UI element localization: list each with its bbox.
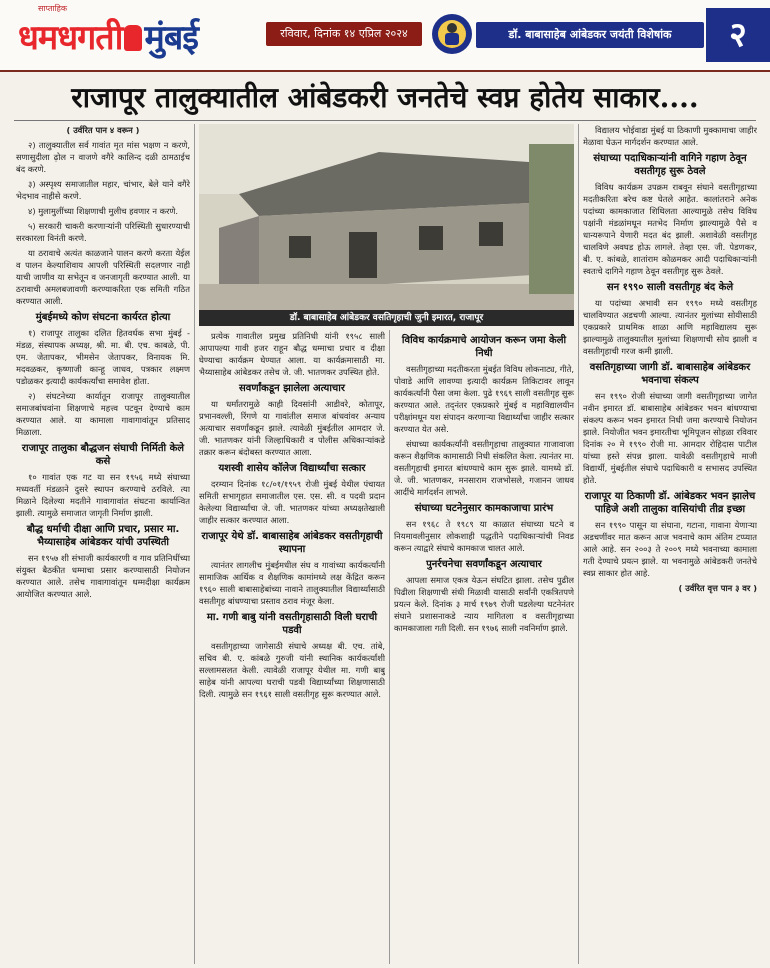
paragraph: ४) मुलामुलींच्या शिक्षणाची मुलीच हवणार न करणे.: [28, 206, 178, 216]
logo-text-red: धमधगती: [18, 18, 123, 58]
subheading: सवर्णांकडून झालेला अत्याचार: [239, 383, 345, 394]
paragraph: आपला समाज एकत्र येऊन संघटित झाला. तसेच पुढील पिढीला शिक्षणाची संधी मिळावी यासाठी सर्वांनी एकत्रितपणे प्रयत्न केले. दिनांक ३ मार्च १९७९ रोजी घडलेल्या घटनेनंतर संघाने प्रशासनाकडे न्याय मागितला व वसतीगृहाच्या कामकाजाला गती दिली. सन १९७६ साली नवनिर्माण झाले.: [394, 575, 574, 633]
subheading: विविध कार्यक्रमाचे आयोजन करून जमा केली निधी: [401, 335, 567, 359]
headline-rule: [14, 120, 756, 121]
paragraph: ३) अस्पृश्य समाजातील महार, चांभार, बेले याने वगैरे भेदभाव नाहीसे करणे.: [16, 179, 190, 201]
old-building-image: [199, 124, 574, 310]
paragraph: विद्यालय भोईवाडा मुंबई या ठिकाणी मुक्कामाचा जाहीर मेळावा घेऊन मार्गदर्शन करण्यात आले.: [583, 125, 757, 147]
paragraph: २) संघटनेच्या कार्यातून राजापूर तालुक्यातील समाजबांधवांना शिक्षणाचे महत्त्व पटवून देण्याचे काम करण्यात आले. या कामाला गावागावांतून प्रतिसाद मिळाला.: [16, 391, 190, 437]
paragraph: ५) सरकारी चाकरी करणाऱ्यांनी परिस्थिती सुधारण्याची सरकारला विनंती करणे.: [16, 221, 190, 243]
paragraph: दरम्यान दिनांक १८/०१/१९५९ रोजी मुंबई येथील पंचायत समिती सभागृहात समाजातील एस. एस. सी. व पदवी प्रदान केलेल्या विद्यार्थ्यांचा जे. जी. भातणकर यांच्या अध्यक्षतेखाली जाहीर सत्कार करण्यात आला.: [199, 479, 385, 525]
subheading: वसतिगृहाच्या जागी डॉ. बाबासाहेब आंबेडकर भवनाचा संकल्प: [589, 362, 751, 386]
subheading: मुंबईमध्ये कोण संघटना कार्यरत होत्या: [35, 312, 171, 323]
article-column-1: [16, 124, 190, 964]
masthead: [0, 0, 770, 72]
paragraph: संघाच्या कार्यकर्त्यांनी वसतीगृहाचा तालुक्यात गाजावाजा करून शैक्षणिक कामासाठी निधी संकलित केला. त्यानंतर मा. वसतीगृहाची इमारत बांधण्याचे काम सुरू झाले. यामध्ये डॉ. जे. जी. भातणकर, मनसाराम राजभोसले, गजानन जाधव आदींचे मार्गदर्शन लाभले.: [394, 439, 574, 497]
paragraph: विविध कार्यक्रम उपक्रम राबवून संघाने वसतीगृहाच्या मदतीकरिता बरेच कष्ट घेतले आहेत. कालांतराने अनेक पदांच्या कामकाजात शिथिलता आल्यामुळे तसेच विविध पक्षांनी मंडळांमधून मतभेद निर्माण झाल्यामुळे पैसे व धान्यरूपाने येणारी मदत बंद झाली. अशावेळी वसतीगृह चालविणे अवघड होऊ लागले. तेव्हा एस. जी. पेडणकर, बी. ए. कांबळे, शातांराम कोळमकर आदी पदाधिकाऱ्यांनी स्वतःचे दागिने गहाण ठेवून वसतीगृह सुरू ठेवले.: [583, 182, 757, 276]
subheading: बौद्ध धर्माची दीक्षा आणि प्रचार, प्रसार मा. भैय्यासाहेब आंबेडकर यांची उपस्थिती: [26, 524, 180, 548]
ambedkar-emblem-icon: [430, 10, 474, 58]
paragraph: वसतीगृहाच्या मदतीकरता मुंबईत विविध लोकनाट्य, गीते, पोवाडे आणि लावण्या इत्यादी कार्यक्रम तिकिटावर लावून कार्यकर्त्यांनी पैसा जमा केला. पुढे १९६९ साली वसतीगृह सुरू करण्यात आले. तद्नंतर एकप्रकारे मुंबई व महाविद्यालयीन परीक्षांमधून यश संपादन करणाऱ्या विद्यार्थ्यांचा जाहीर सत्कार करण्यात येत असे.: [394, 364, 574, 434]
issue-date: रविवार, दिनांक १४ एप्रिल २०२४: [266, 22, 422, 46]
paragraph: वसतीगृहाच्या जागेसाठी संघाचे अध्यक्ष बी. एच. तांबे, सचिव बी. ए. कांबळे गुरुजी यांनी स्थानिक कार्यकर्त्यांशी सल्लामसलत केली. त्यावेळी राजापूर येथील मा. गणी बाबु साहेब यांनी आपल्या घराची पडवी विद्यार्थ्यांच्या शिक्षणासाठी दिली. त्यामुळे सन १९६१ साली वसतीगृह सुरू करण्यात आले.: [199, 641, 385, 699]
paragraph: सन १९९० रोजी संघाच्या जागी वसतीगृहाच्या जागेत नवीन इमारत डॉ. बाबासाहेब आंबेडकर भवन बांधण्याचा संकल्प करून भवन इमारत निधी जमा करण्याचे नियोजन झाले. नियोजीत भवन इमारतीचा भूमिपूजन सोहळा रविवार दिनांक २० मे १९९० रोजी मा. आमदार रोहिदास पाटील यांच्या हस्ते संपन्न झाला. यावेळी वसतीगृहाचे माजी विद्यार्थी, मुंबईतील संघाचे पदाधिकारी व सभासद उपस्थित होते.: [583, 391, 757, 485]
paragraph: सन १९५७ शी संभाजी कार्यकारणी व गाव प्रतिनिधींच्या संयुक्त बैठकीत धम्माचा प्रसार करण्यासाठी नियोजन करण्यात आले. तसेच गावागावांतून धम्मदीक्षा कार्यक्रम आयोजित करण्यात आले.: [16, 553, 190, 599]
paragraph: २) तालुक्यातील सर्व गावांत मृत मांस भक्षण न करणे, सणासुदीला ढ़ोल न वाजणे वगैरे कालिन्द दळी ठामठाईच बंद करणे.: [16, 140, 190, 174]
subheading: राजापूर तालुका बौद्धजन संघाची निर्मिती केले कसे: [21, 443, 185, 467]
article-column-3: [394, 330, 574, 964]
paragraph: सन १९६८ ते १९८९ या काळात संघाच्या घटने व नियमावलीनुसार लोकशाही पद्धतीने पदाधिकाऱ्यांची निवड करून त्याद्वारे संघाचे कामकाज चालत आले.: [394, 519, 574, 553]
column-divider: [389, 330, 390, 964]
special-issue-banner: डॉ. बाबासाहेब आंबेडकर जयंती विशेषांक: [476, 22, 704, 48]
subheading: सन १९९० साली वसतीगृह बंद केले: [606, 282, 734, 293]
paragraph: १) राजापूर तालुका दलित हितवर्धक सभा मुंबई - मंडळ, संस्थापक अध्यक्ष, श्री. मा. बी. एच. काबळे, पी. एम. जेतापकर, भीमसेन जेतापकर, विनायक मि. मदवळकर, कृष्णाजी कान्हू जाधव, पत्रकार लक्ष्मण पडोळकर इत्यादी कार्यकर्त्यांचा समावेश होता.: [16, 328, 190, 386]
subheading: राजापूर या ठिकाणी डॉ. आंबेडकर भवन झालेच पाहिजे अशी तालुका वासियांची तीव्र इच्छा: [584, 491, 756, 515]
hostel-photo: [199, 124, 574, 310]
paragraph: या धर्मांतरामुळे काही दिवसांनी आडीवरे, कोतापूर, प्रभानवल्ली, रिंगणे या गावांतील समाज बांधवांवर अन्याय अत्याचार सवर्णांकडून झाले. त्यावेळी मुंबईतील आमदार जे. जी. भातणकर यांनी जिल्हाधिकारी व पोलीस अधिकाऱ्यांकडे तक्रार करून बंदोबस्त करण्यात आला.: [199, 399, 385, 457]
logo-text-blue: मुंबई: [144, 18, 198, 58]
paragraph: १० गावांत एक गट या सन १९५६ मध्ये संघाच्या मध्यवर्ती मंडळाने दुसरे स्थापन करण्याचे ठरविले. त्या मिळाने दिलेल्या मदतीने गावागावांत संघटना कार्यान्वित झाली. त्यामुळे समाजात जागृती निर्माण झाली.: [16, 472, 190, 518]
continued-on: ( उर्वरित वृत्त पान ३ वर ): [678, 583, 757, 593]
paragraph: या पदांच्या अभावी सन १९९० मध्ये वसतीगृह चालविण्यात अडचणी आल्या. त्यानंतर मुलांच्या सोयीसाठी एकप्रकारे प्राथमिक शाळा आणि महाविद्यालय सुरू झाल्यामुळे तालुक्यातील मुलांच्या शिक्षणाची सोय झाली व वसतीगृहाची गरज कमी झाली.: [583, 298, 757, 356]
fist-icon: [124, 25, 142, 51]
paragraph: प्रत्येक गावातील प्रमुख प्रतिनिधी यांनी १९५८ साली आपापल्या गावी हजर राहून बौद्ध धम्माचा प्रचार व दीक्षा घेण्याचा कार्यक्रम घेण्यात आला. या कार्यक्रमासाठी मा. भैय्यासाहेब आंबेडकर तसेच जे. जी. भातणकर उपस्थित होते.: [199, 331, 385, 377]
continued-from: ( उर्वरित पान ४ वरून ): [66, 125, 140, 135]
column-divider: [194, 124, 195, 964]
paragraph: त्यानंतर लागलीच मुंबईमधील संघ व गावांच्या कार्यकर्त्यांनी सामाजिक आर्थिक व शैक्षणिक कामांमध्ये लक्ष केंद्रित करून १९६० साली बाबासाहेबांच्या नावाने तालुक्यातील विद्यार्थ्यांसाठी वसतीगृह बांधण्याचा प्रस्ताव ठराव मंजूर केला.: [199, 560, 385, 606]
paragraph: सन १९९० पासून या संघाना, गटाना, गावाना येणाऱ्या अडचणींवर मात करून आज भवनाचे काम अंतिम टप्प्यात आले आहे. सन २००३ ते २००९ मध्ये भवनाच्या कामाला गती देण्याचे प्रयत्न झाले. या भवनामुळे आंबेडकरी जनतेचे स्वप्न साकार होत आहे.: [583, 520, 757, 578]
subheading: यशस्वी शासेय कॉलेज विद्यार्थ्यांचा सत्कार: [218, 463, 366, 474]
subheading: संघाच्या घटनेनुसार कामकाजाचा प्रारंभ: [414, 503, 554, 514]
paragraph: या ठरावाचे अत्यंत काळजाने पालन करणे करता येईल व पालन केल्याशिवाय आपली परिस्थिती सदलणार नाही याची जाणीव या सभेतून व जनजागृती करण्यात आली. या ठरावाची अमलबजावणी करण्याकरिता एक समिती गठित करण्यात आली.: [16, 248, 190, 306]
main-headline: राजापूर तालुक्यातील आंबेडकरी जनतेचे स्वप्न होतेय साकार....: [71, 81, 699, 114]
page-number: २: [706, 8, 770, 62]
subheading: संघाच्या पदाधिकाऱ्यांनी वागिने गहाण ठेवून वसतीगृह सुरू ठेवले: [593, 153, 747, 177]
masthead-sub-label: साप्ताहिक: [38, 4, 68, 13]
subheading: पुनर्रचनेचा सवर्णांकडून अत्याचार: [426, 559, 542, 570]
article-column-4: [583, 124, 757, 964]
subheading: मा. गणी बाबु यांनी वसतीगृहासाठी विली घराची पडवी: [206, 612, 378, 636]
photo-caption: डॉ. बाबासाहेब आंबेडकर वसतिगृहाची जुनी इमारत, राजापूर: [199, 310, 574, 326]
article-column-2: [199, 330, 385, 964]
column-divider: [578, 124, 579, 964]
subheading: राजापूर येथे डॉ. बाबासाहेब आंबेडकर वसतीगृहाची स्थापना: [201, 531, 383, 555]
newspaper-logo: [18, 13, 198, 59]
